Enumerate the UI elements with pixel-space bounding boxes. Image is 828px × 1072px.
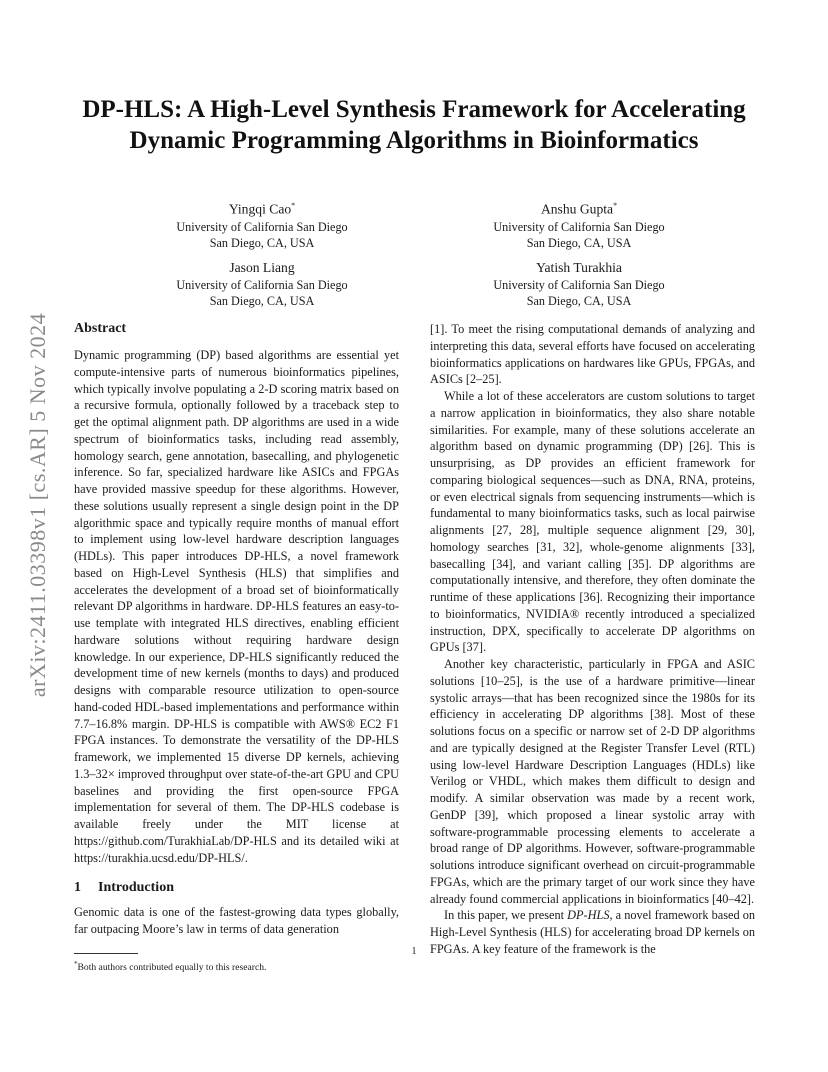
equal-contribution-mark: * bbox=[613, 201, 618, 210]
footnote-divider bbox=[74, 953, 138, 954]
author-location: San Diego, CA, USA bbox=[526, 294, 632, 308]
footnote-mark: * bbox=[74, 960, 78, 968]
author-block bbox=[112, 259, 412, 309]
section-heading-introduction bbox=[74, 879, 399, 897]
author-name-line bbox=[429, 197, 729, 219]
left-column bbox=[74, 320, 399, 938]
paper-title: DP-HLS: A High-Level Synthesis Framework for Accelerating Dynamic Programming Algorithms in Bioinformatics bbox=[82, 96, 746, 154]
author-affiliation: University of California San Diego bbox=[176, 278, 348, 292]
author-name-line bbox=[112, 197, 412, 219]
footnote bbox=[74, 958, 399, 974]
author-block bbox=[112, 197, 412, 251]
author-name: Yingqi Cao bbox=[228, 201, 292, 217]
author-location: San Diego, CA, USA bbox=[209, 235, 315, 250]
author-affiliation: University of California San Diego bbox=[493, 219, 665, 234]
author-location: San Diego, CA, USA bbox=[209, 294, 315, 308]
arxiv-identifier-text: arXiv:2411.03398v1 [cs.AR] 5 Nov 2024 bbox=[25, 312, 51, 698]
author-location: San Diego, CA, USA bbox=[526, 235, 632, 250]
intro-paragraph: Another key characteristic, particularly in FPGA and ASIC solutions [10–25], is the use of a hardware primitive—linear systolic arrays—that has been recognized since the 1980s for its efficiency in accelerating DP algorithms [38]. Most of these solutions focus on a specific or narrow set of 2-D DP algorithms and are typically designed at the Register Transfer Level (RTL) using low-level Hardware Description Languages (HDLs) like Verilog or VHDL, which makes them difficult to design and modify. A similar observation was made by a recent work, GenDP [39], which proposed a linear systolic array with software-programmable processing elements to accelerate a broad range of DP algorithms. However, software-programmable solutions introduce significant overhead on circuit-programmable FPGAs, which are the primary target of our work since they have already found commercial applications in bioinformatics [40–42]. bbox=[430, 657, 755, 906]
abstract-text: Dynamic programming (DP) based algorithms are essential yet compute-intensive parts of numerous bioinformatics pipelines, which typically involve populating a 2-D scoring matrix based on a recursive formula, optionally followed by a traceback step to get the optimal alignment path. DP algorithms are used in a wide spectrum of bioinformatics tasks, including read assembly, homology search, gene annotation, basecalling, and phylogenetic inference. So far, specialized hardware like ASICs and FPGAs have provided massive speedup for these algorithms. However, these solutions usually represent a single design point in the DP algorithmic space and typically require months of manual effort to implement using low-level hardware description languages (HDLs). This paper introduces DP-HLS, a novel framework based on High-Level Synthesis (HLS) that simplifies and accelerates the development of a broad set of bioinformatically relevant DP algorithms in hardware. DP-HLS features an easy-to-use template with integrated HLS directives, enabling efficient hardware solutions without requiring hardware design knowledge. In our experience, DP-HLS significantly reduced the development time of new kernels (months to days) and produced designs with comparable resource utilization to open-source hand-coded HDL-based implementations and performance within 7.7–16.8% margin. DP-HLS is compatible with AWS® EC2 F1 FPGA instances. To demonstrate the versatility of the DP-HLS framework, we implemented 15 diverse DP kernels, achieving 1.3–32× improved throughput over state-of-the-art GPU and CPU baselines and providing the first open-source FPGA implementation for several of them. The DP-HLS codebase is available freely under the MIT license at https://github.com/TurakhiaLab/DP-HLS and its detailed wiki at https://turakhia.ucsd.edu/DP-HLS/. bbox=[74, 348, 399, 865]
author-name: Yatish Turakhia bbox=[536, 260, 622, 275]
right-column bbox=[430, 321, 755, 958]
author-name: Jason Liang bbox=[229, 260, 295, 275]
author-name-line bbox=[112, 259, 412, 277]
author-name-line bbox=[429, 259, 729, 277]
author-affiliation: University of California San Diego bbox=[493, 278, 665, 292]
intro-text: , a novel framework based on High-Level Synthesis (HLS) for accelerating broad DP kernels on FPGAs. A key feature of the framework is the bbox=[430, 908, 756, 956]
abstract-heading: Abstract bbox=[74, 321, 127, 336]
section-title: Introduction bbox=[98, 880, 174, 896]
author-block bbox=[429, 197, 729, 251]
arxiv-identifier-stamp bbox=[21, 285, 55, 725]
author-name: Anshu Gupta bbox=[540, 201, 614, 217]
author-block bbox=[429, 259, 729, 309]
author-affiliation: University of California San Diego bbox=[176, 219, 348, 234]
intro-paragraph: While a lot of these accelerators are custom solutions to target a narrow application in bioinformatics, they also share notable similarities. For example, many of these solutions accelerate an algorithm based on dynamic programming (DP) [26]. This is unsurprising, as DP provides an efficient framework for comparing biological sequences—such as DNA, RNA, proteins, or even electrical signals from sequencing instruments—which is fundamental to many bioinformatics tasks, such as local pairwise alignments [27, 28], multiple sequence alignment [29, 30], homology searches [31, 32], whole-genome alignments [33], basecalling [34], and variant calling [35]. DP algorithms are computationally intensive, and therefore, they often dominate the runtime of these applications [36]. Recognizing their importance to bioinformatics, NVIDIA® recently introduced a specialized instruction, DPX, specifically to accelerate DP algorithms on GPUs [37]. bbox=[430, 389, 755, 655]
intro-text: In this paper, we present bbox=[444, 908, 568, 923]
equal-contribution-mark: * bbox=[291, 201, 296, 210]
intro-paragraph bbox=[430, 907, 755, 957]
intro-paragraph-continued: [1]. To meet the rising computational demands of analyzing and interpreting this data, several efforts have focused on accelerating bioinformatics applications on hardwares like GPUs, FPGAs, and ASICs [2–25]. bbox=[430, 322, 755, 387]
framework-name: DP-HLS bbox=[567, 908, 610, 923]
footnote-text: Both authors contributed equally to this research. bbox=[77, 962, 267, 974]
section-number: 1 bbox=[74, 880, 81, 896]
intro-paragraph: Genomic data is one of the fastest-growing data types globally, far outpacing Moore’s law in terms of data generation bbox=[74, 905, 399, 936]
page-number: 1 bbox=[411, 946, 417, 957]
